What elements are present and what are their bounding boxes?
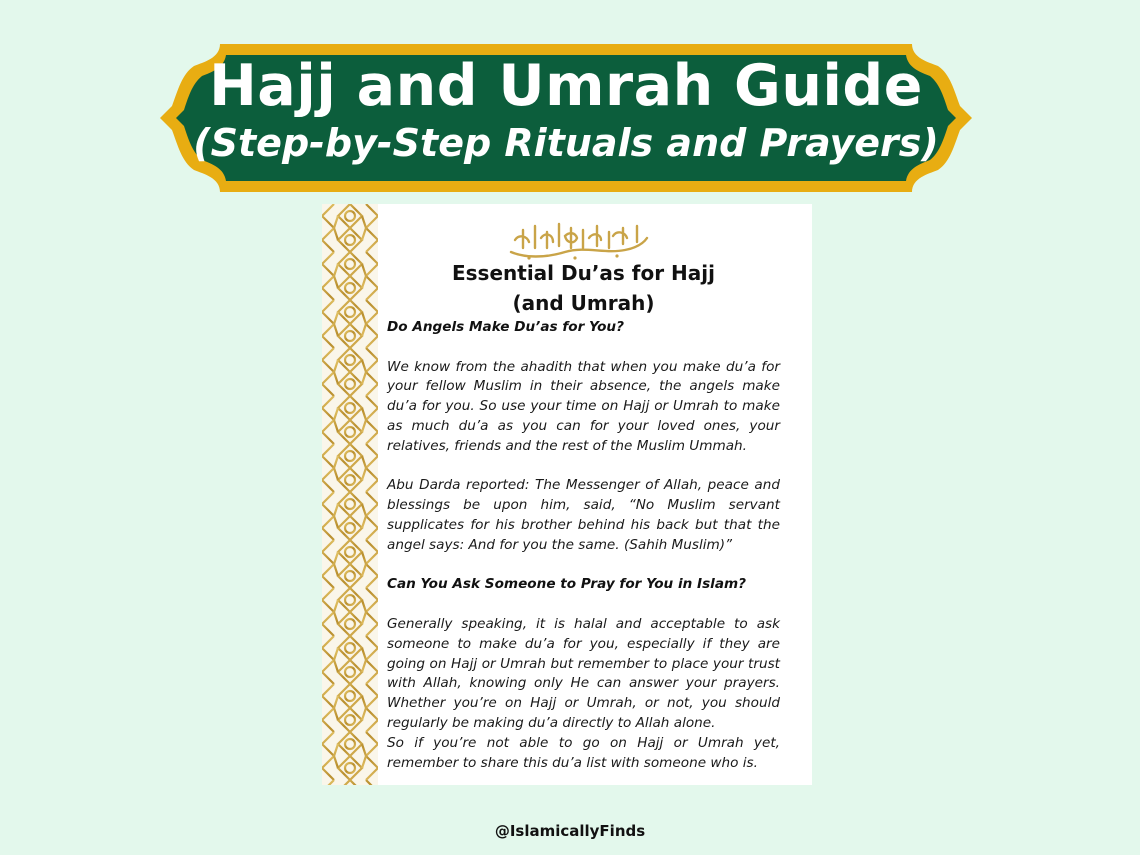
- document-title-line-1: Essential Du’as for Hajj: [451, 261, 716, 285]
- banner-title: Hajj and Umrah Guide: [209, 53, 923, 119]
- gold-ornament-border: [322, 204, 378, 785]
- document-title-line-2: (and Umrah): [512, 291, 655, 315]
- paragraph-angels-dua: We know from the ahadith that when you make du’a for your fellow Muslim in their absence, the angels make du’a for you. So use your time on Hajj or Umrah to make as much du’a as you can for your loved ones, your relatives, friends and the rest of the Muslim Ummah.: [387, 358, 780, 454]
- banner-subtitle: (Step-by-Step Rituals and Prayers): [193, 121, 939, 165]
- footer-handle: @IslamicallyFinds: [494, 822, 646, 840]
- bismillah-calligraphy-icon: [505, 218, 651, 262]
- document-content: [387, 218, 780, 773]
- paragraph-share-list: So if you’re not able to go on Hajj or Umrah yet, remember to share this du’a list with someone who is.: [387, 734, 780, 771]
- ornament-pattern: [322, 204, 378, 785]
- section-heading-angels: Do Angels Make Du’as for You?: [387, 319, 625, 335]
- document-title: [387, 258, 780, 318]
- document-page: [322, 204, 812, 785]
- paragraph-hadith-quote: Abu Darda reported: The Messenger of Allah, peace and blessings be upon him, said, “No Muslim servant supplicates for his brother behind his back but that the angel says: And for you the same. (Sahih Muslim)”: [387, 477, 780, 553]
- paragraph-ask-someone: Generally speaking, it is halal and acceptable to ask someone to make du’a for you, especially if they are going on Hajj or Umrah but remember to place your trust with Allah, knowing only He can answer your prayers. Whether you’re on Hajj or Umrah, or not, you should regularly be making du’a directly to Allah alone.: [387, 615, 780, 731]
- section-heading-ask-someone: Can You Ask Someone to Pray for You in Islam?: [387, 576, 747, 593]
- title-banner: [160, 40, 972, 196]
